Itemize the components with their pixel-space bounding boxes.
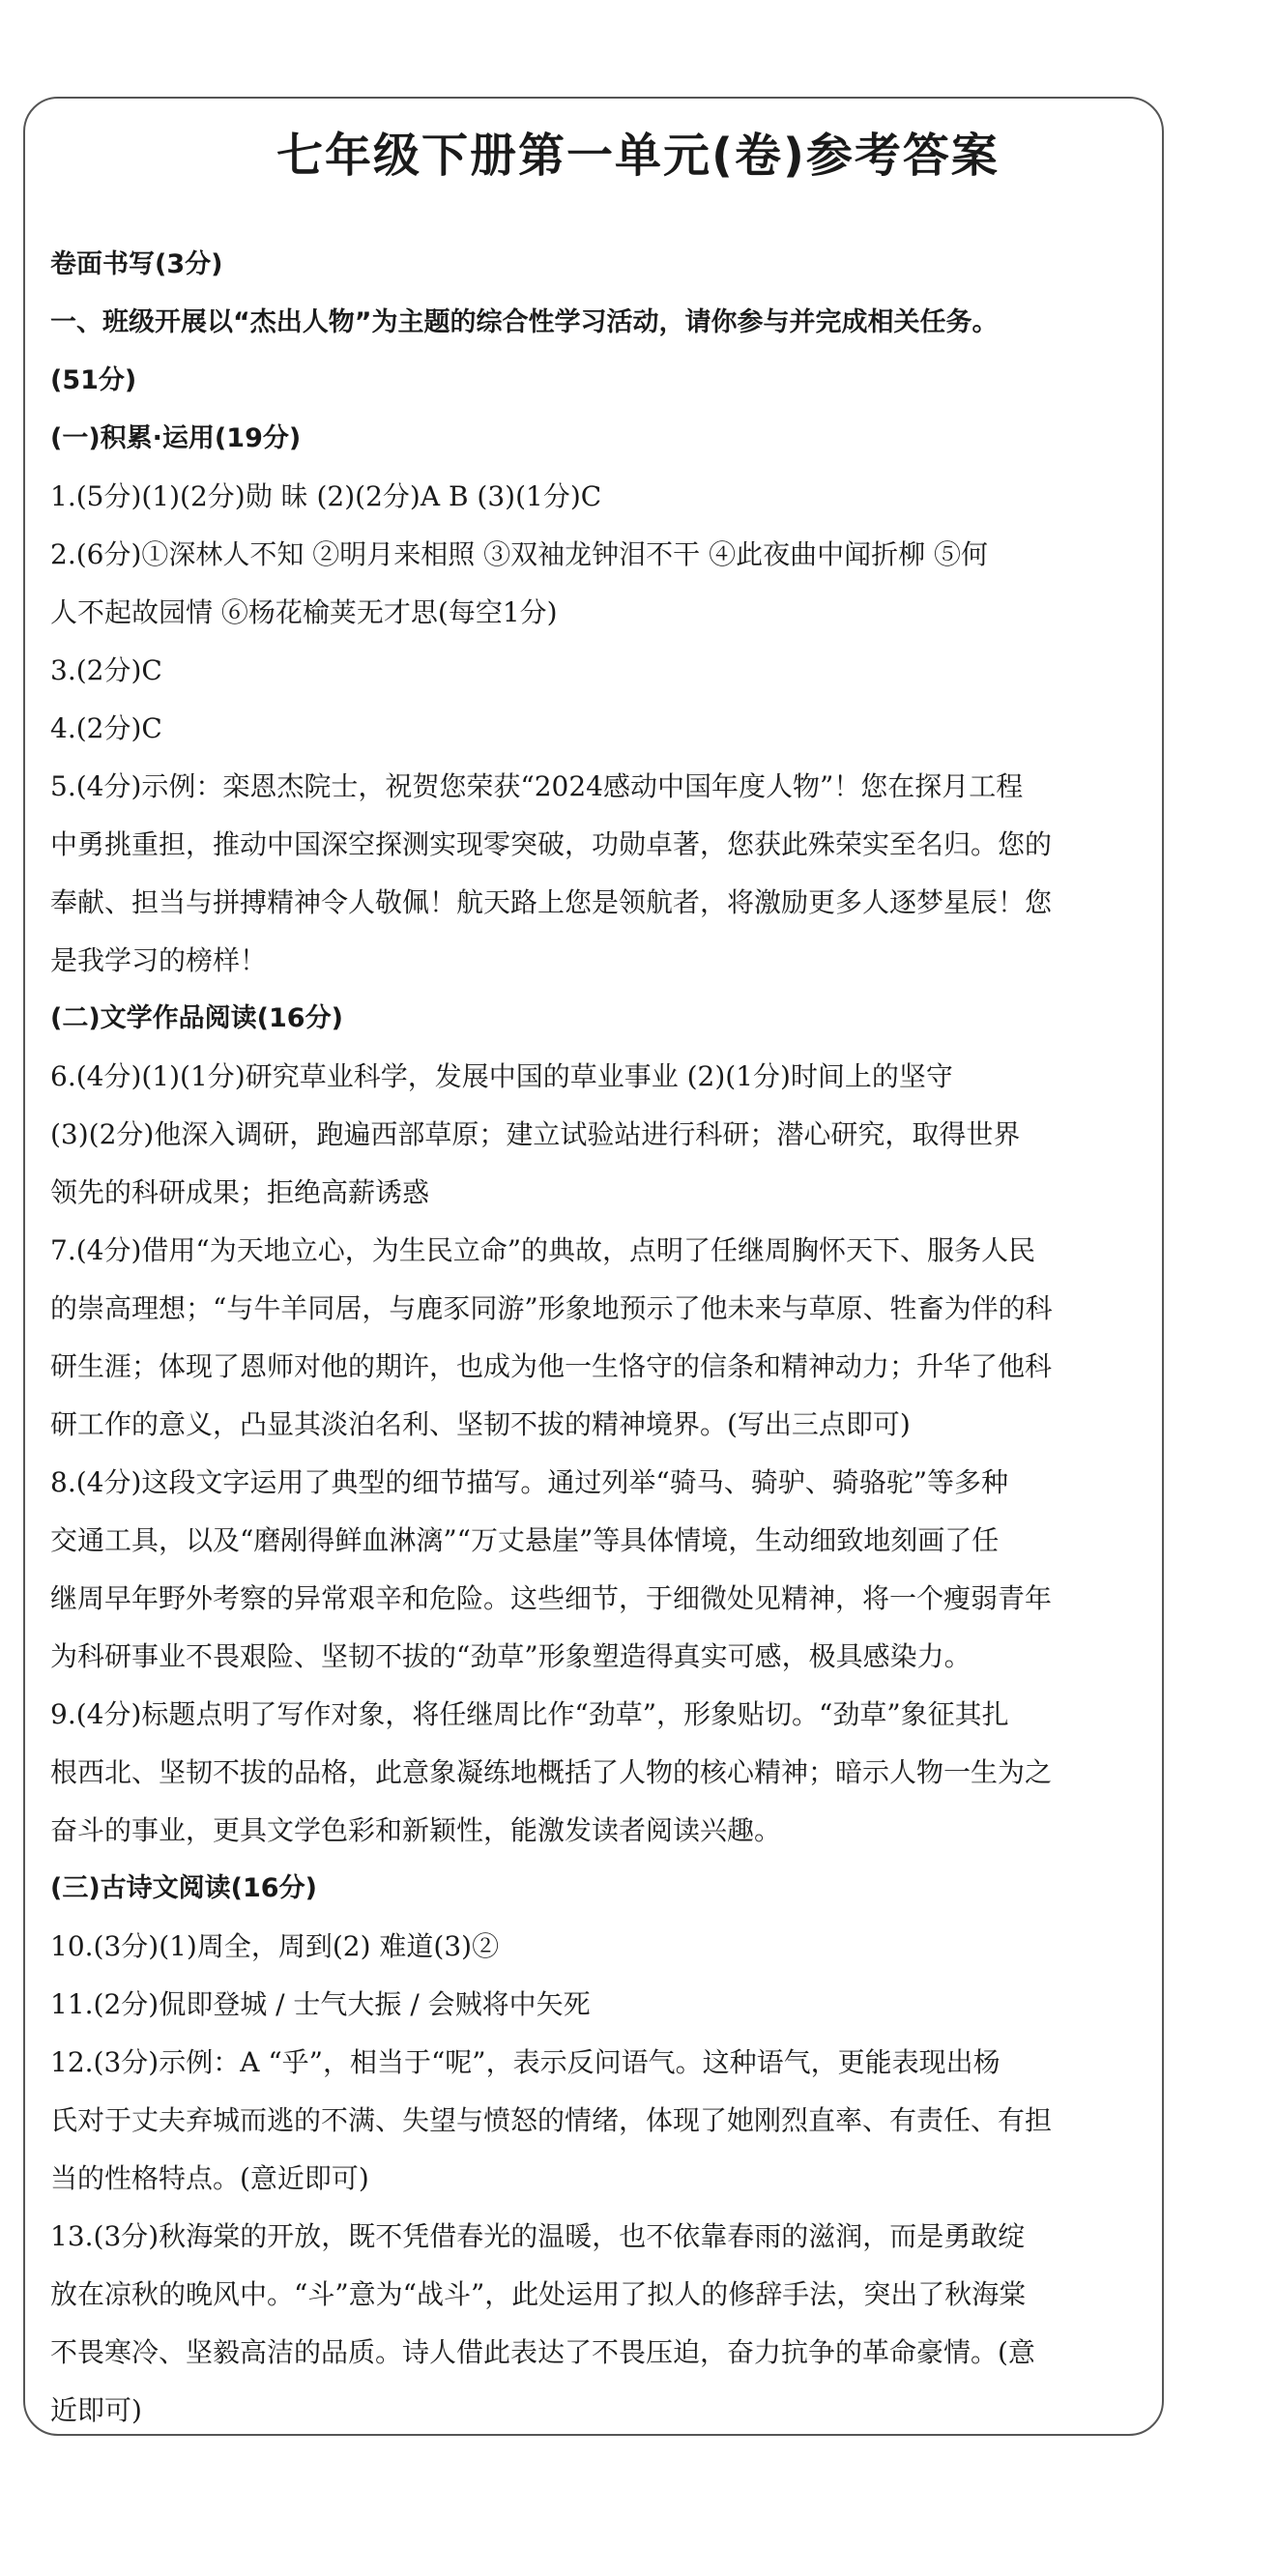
answer-line: 13.(3分)秋海棠的开放，既不凭借春光的温暖，也不依靠春雨的滋润，而是勇敢绽 bbox=[50, 2220, 1026, 2252]
answer-line: 6.(4分)(1)(1分)研究草业科学，发展中国的草业事业 (2)(1分)时间上的坚守 bbox=[50, 1060, 953, 1092]
answer-line: 不畏寒冷、坚毅高洁的品质。诗人借此表达了不畏压迫，奋力抗争的革命豪情。(意 bbox=[50, 2336, 1035, 2368]
section-heading: (一)积累·运用(19分) bbox=[50, 423, 302, 453]
answer-line: 根西北、坚韧不拔的品格，此意象凝练地概括了人物的核心精神；暗示人物一生为之 bbox=[50, 1756, 1053, 1788]
answer-line: 11.(2分)侃即登城 / 士气大振 / 会贼将中矢死 bbox=[50, 1988, 591, 2020]
answer-line: 研工作的意义，凸显其淡泊名利、坚韧不拔的精神境界。(写出三点即可) bbox=[50, 1408, 911, 1440]
answer-line: 继周早年野外考察的异常艰辛和危险。这些细节，于细微处见精神，将一个瘦弱青年 bbox=[50, 1582, 1053, 1614]
answer-content bbox=[50, 236, 1152, 2440]
answer-line: 为科研事业不畏艰险、坚韧不拔的“劲草”形象塑造得真实可感，极具感染力。 bbox=[50, 1640, 972, 1672]
answer-line: 人不起故园情 ⑥杨花榆荚无才思(每空1分) bbox=[50, 596, 558, 628]
answer-line: 12.(3分)示例：A “乎”，相当于“呢”，表示反问语气。这种语气，更能表现出杨 bbox=[50, 2046, 1000, 2078]
answer-line: 5.(4分)示例：栾恩杰院士，祝贺您荣获“2024感动中国年度人物”！您在探月工程 bbox=[50, 770, 1024, 802]
answer-line: 的崇高理想；“与牛羊同居，与鹿豕同游”形象地预示了他未来与草原、牲畜为伴的科 bbox=[50, 1292, 1053, 1324]
answer-line: 奉献、担当与拼搏精神令人敬佩！航天路上您是领航者，将激励更多人逐梦星辰！您 bbox=[50, 886, 1053, 918]
answer-line: 8.(4分)这段文字运用了典型的细节描写。通过列举“骑马、骑驴、骑骆驼”等多种 bbox=[50, 1466, 1009, 1498]
section-heading: 卷面书写(3分) bbox=[50, 249, 223, 279]
section-heading: 一、班级开展以“杰出人物”为主题的综合性学习活动，请你参与并完成相关任务。 bbox=[50, 307, 999, 337]
section-heading: (二)文学作品阅读(16分) bbox=[50, 1003, 343, 1033]
answer-line: 是我学习的榜样！ bbox=[50, 944, 268, 976]
answer-line: 10.(3分)(1)周全，周到(2) 难道(3)② bbox=[50, 1930, 500, 1962]
answer-line: 1.(5分)(1)(2分)勋 昧 (2)(2分)A B (3)(1分)C bbox=[50, 480, 602, 512]
answer-line: 放在凉秋的晚风中。“斗”意为“战斗”，此处运用了拟人的修辞手法，突出了秋海棠 bbox=[50, 2278, 1027, 2310]
answer-line: 9.(4分)标题点明了写作对象，将任继周比作“劲草”，形象贴切。“劲草”象征其扎 bbox=[50, 1698, 1009, 1730]
answer-line: 近即可) bbox=[50, 2394, 142, 2426]
answer-line: 领先的科研成果；拒绝高薪诱惑 bbox=[50, 1176, 430, 1208]
answer-line: 3.(2分)C bbox=[50, 654, 162, 686]
answer-line: 交通工具，以及“磨剐得鲜血淋漓”“万丈悬崖”等具体情境，生动细致地刻画了任 bbox=[50, 1524, 1000, 1556]
answer-line: 4.(2分)C bbox=[50, 712, 162, 744]
answer-line: 氏对于丈夫弃城而逃的不满、失望与愤怒的情绪，体现了她刚烈直率、有责任、有担 bbox=[50, 2104, 1053, 2136]
page-title: 七年级下册第一单元(卷)参考答案 bbox=[276, 129, 1000, 183]
answer-line: 中勇挑重担，推动中国深空探测实现零突破，功勋卓著，您获此殊荣实至名归。您的 bbox=[50, 828, 1053, 860]
section-heading: (三)古诗文阅读(16分) bbox=[50, 1873, 317, 1903]
answer-line: 研生涯；体现了恩师对他的期许，也成为他一生恪守的信条和精神动力；升华了他科 bbox=[50, 1350, 1053, 1382]
answer-line: 当的性格特点。(意近即可) bbox=[50, 2162, 369, 2194]
answer-line: (3)(2分)他深入调研，跑遍西部草原；建立试验站进行科研；潜心研究，取得世界 bbox=[50, 1118, 1021, 1150]
answer-line: 7.(4分)借用“为天地立心，为生民立命”的典故，点明了任继周胸怀天下、服务人民 bbox=[50, 1234, 1036, 1266]
answer-line: 奋斗的事业，更具文学色彩和新颖性，能激发读者阅读兴趣。 bbox=[50, 1814, 782, 1846]
section-heading: (51分) bbox=[50, 365, 137, 395]
answer-line: 2.(6分)①深林人不知 ②明月来相照 ③双袖龙钟泪不干 ④此夜曲中闻折柳 ⑤何 bbox=[50, 538, 988, 570]
